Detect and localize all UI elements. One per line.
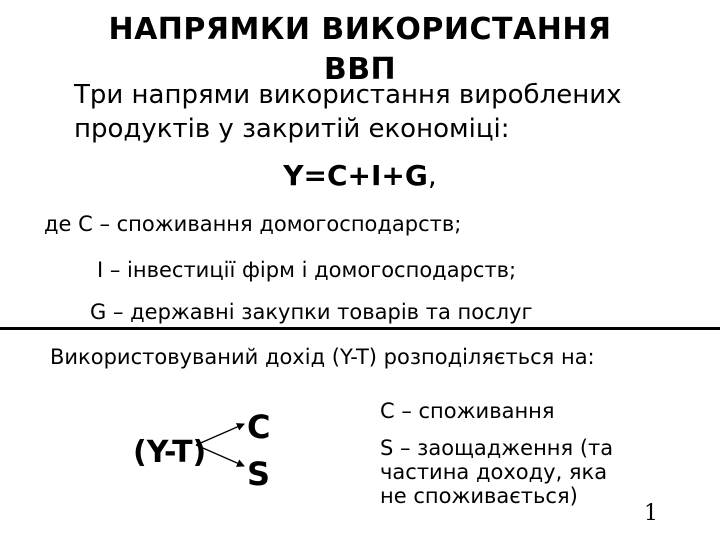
slide-title-line2: ВВП	[323, 52, 397, 87]
savings-letter: S	[247, 455, 271, 493]
definition-i: I – інвестиції фірм і домогосподарств;	[97, 258, 517, 282]
consumption-letter: C	[247, 408, 271, 446]
distribution-subtitle: Використовуваний дохід (Y-T) розподіляється на:	[50, 345, 595, 369]
consumption-explanation: C – споживання	[380, 399, 555, 423]
gdp-formula	[0, 158, 720, 194]
definition-c: де C – споживання домогосподарств;	[44, 212, 462, 236]
savings-explanation	[380, 436, 613, 508]
divider-line	[0, 327, 720, 330]
savings-explanation-line3: не споживається)	[380, 484, 578, 508]
distribution-arrows	[190, 415, 250, 475]
intro-line2: продуктів у закритій економіці:	[74, 114, 510, 144]
savings-explanation-line2: частина доходу, яка	[380, 460, 608, 484]
definition-g: G – державні закупки товарів та послуг	[90, 300, 533, 324]
disposable-income-label: (Y-T)	[133, 435, 207, 470]
savings-explanation-line1: S – заощадження (та	[380, 436, 614, 460]
arrow-to-s	[196, 445, 244, 466]
slide-title-line1: НАПРЯМКИ ВИКОРИСТАННЯ	[108, 12, 612, 47]
intro-line1: Три напрями використання вироблених	[74, 80, 622, 110]
intro-text	[74, 78, 621, 146]
arrow-to-c	[196, 424, 244, 445]
formula-expression: Y=C+I+G	[283, 159, 428, 192]
page-number: 1	[644, 501, 658, 526]
formula-suffix: ,	[427, 159, 437, 192]
